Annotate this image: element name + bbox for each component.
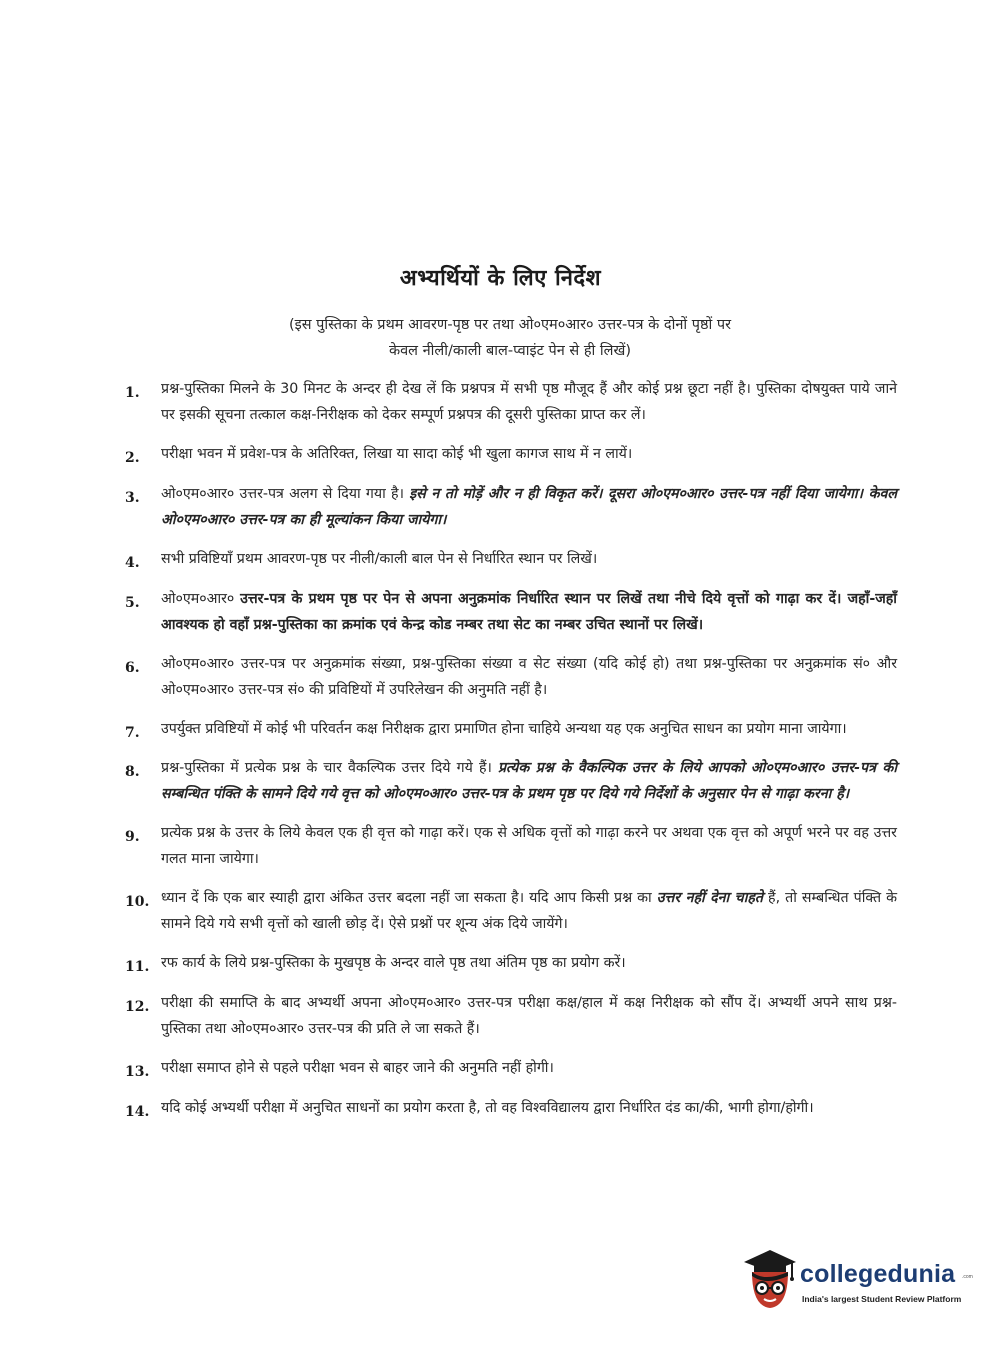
instruction-text: प्रश्न-पुस्तिका मिलने के 30 मिनट के अन्दर ही देख लें कि प्रश्नपत्र में सभी पृष्ठ मौजूद हैं और कोई प्रश्न छूटा नहीं है। पुस्तिका दोषयुक्त पाये जाने पर इसकी सूचना तत्काल कक्ष-निरीक्षक को देकर सम्पूर्ण प्रश्नपत्र की दूसरी पुस्तिका प्राप्त कर लें। bbox=[161, 381, 897, 423]
document-subtitle bbox=[200, 312, 820, 364]
instruction-text bbox=[161, 486, 897, 528]
instruction-text: ओ०एम०आर० उत्तर-पत्र पर अनुक्रमांक संख्या, प्रश्न-पुस्तिका संख्या व सेट संख्या (यदि कोई हो) तथा प्रश्न-पुस्तिका पर अनुक्रमांक सं० और ओ०एम०आर० उत्तर-पत्र सं० की प्रविष्टियों में उपरिलेखन की अनुमति नहीं है। bbox=[161, 656, 897, 698]
instruction-number: 2. bbox=[125, 450, 140, 466]
instruction-number: 6. bbox=[125, 660, 140, 676]
instruction-item bbox=[125, 481, 897, 533]
instruction-text: रफ कार्य के लिये प्रश्न-पुस्तिका के मुखपृष्ठ के अन्दर वाले पृष्ठ तथा अंतिम पृष्ठ का प्रयोग करें। bbox=[161, 955, 626, 971]
instruction-number: 13. bbox=[125, 1064, 150, 1080]
instruction-text: उपर्युक्त प्रविष्टियों में कोई भी परिवर्तन कक्ष निरीक्षक द्वारा प्रमाणित होना चाहिये अन्यथा यह एक अनुचित साधन का प्रयोग माना जायेगा। bbox=[161, 721, 847, 737]
instruction-text: सभी प्रविष्टियाँ प्रथम आवरण-पृष्ठ पर नीली/काली बाल पेन से निर्धारित स्थान पर लिखें। bbox=[161, 551, 598, 567]
instruction-number: 10. bbox=[125, 894, 150, 910]
instruction-text-plain: ध्यान दें कि एक बार स्याही द्वारा अंकित उत्तर बदला नहीं जा सकता है। यदि आप किसी प्रश्न का bbox=[161, 890, 652, 906]
instruction-item bbox=[125, 755, 897, 807]
instruction-text-bold: प्रत्येक प्रश्न के वैकल्पिक उत्तर के लिये आपको ओ०एम०आर० उत्तर-पत्र की सम्बन्धित पंक्ति के सामने दिये गये वृत्त को ओ०एम०आर० उत्तर-पत्र के प्रथम पृष्ठ पर दिये गये निर्देशों के अनुसार पेन से गाढ़ा करना है। bbox=[161, 760, 898, 802]
instruction-number: 3. bbox=[125, 490, 140, 506]
instruction-text-plain: ओ०एम०आर० उत्तर-पत्र अलग से दिया गया है। bbox=[161, 486, 404, 502]
instruction-item bbox=[125, 716, 897, 742]
instruction-number: 4. bbox=[125, 555, 140, 571]
instruction-item bbox=[125, 820, 897, 872]
instruction-number: 9. bbox=[125, 829, 140, 845]
instruction-text bbox=[161, 760, 897, 802]
instruction-number: 12. bbox=[125, 999, 150, 1015]
mascot-icon bbox=[740, 1248, 800, 1314]
instruction-text: प्रत्येक प्रश्न के उत्तर के लिये केवल एक ही वृत्त को गाढ़ा करें। एक से अधिक वृत्तों को गाढ़ा करने पर अथवा एक वृत्त को अपूर्ण भरने पर वह उत्तर गलत माना जायेगा। bbox=[161, 825, 897, 867]
instruction-number: 7. bbox=[125, 725, 140, 741]
document-title: अभ्यर्थियों के लिए निर्देश bbox=[399, 265, 602, 291]
subtitle-line-2: केवल नीली/काली बाल-प्वाइंट पेन से ही लिखें) bbox=[388, 343, 632, 359]
instruction-item bbox=[125, 376, 897, 428]
instruction-item bbox=[125, 1095, 897, 1121]
instruction-text-plain: प्रश्न-पुस्तिका में प्रत्येक प्रश्न के चार वैकल्पिक उत्तर दिये गये हैं। bbox=[161, 760, 492, 776]
instructions-list bbox=[125, 376, 897, 1121]
instruction-text-bold: इसे न तो मोड़ें और न ही विकृत करें। दूसरा ओ०एम०आर० उत्तर-पत्र नहीं दिया जायेगा। केवल ओ०एम०आर० उत्तर-पत्र का ही मूल्यांकन किया जायेगा। bbox=[161, 486, 897, 528]
instruction-text: परीक्षा भवन में प्रवेश-पत्र के अतिरिक्त, लिखा या सादा कोई भी खुला कागज साथ में न लायें। bbox=[161, 446, 633, 462]
instruction-number: 5. bbox=[125, 595, 140, 611]
collegedunia-logo[interactable] bbox=[740, 1248, 973, 1318]
subtitle-line-1: (इस पुस्तिका के प्रथम आवरण-पृष्ठ पर तथा ओ०एम०आर० उत्तर-पत्र के दोनों पृष्ठों पर bbox=[288, 317, 732, 333]
logo-tagline: India's largest Student Review Platform bbox=[802, 1294, 962, 1304]
instruction-number: 8. bbox=[125, 764, 140, 780]
instruction-number: 14. bbox=[125, 1104, 150, 1120]
logo-wordmark: collegedunia bbox=[800, 1260, 956, 1288]
logo-suffix: .com bbox=[962, 1274, 973, 1280]
instruction-item bbox=[125, 1055, 897, 1081]
instruction-text: यदि कोई अभ्यर्थी परीक्षा में अनुचित साधनों का प्रयोग करता है, तो वह विश्वविद्यालय द्वारा निर्धारित दंड का/की, भागी होगा/होगी। bbox=[161, 1100, 814, 1116]
instruction-text: परीक्षा समाप्त होने से पहले परीक्षा भवन से बाहर जाने की अनुमति नहीं होगी। bbox=[161, 1060, 554, 1076]
instruction-item bbox=[125, 546, 897, 572]
instruction-item bbox=[125, 586, 897, 638]
instruction-text-tail: हैं, तो सम्बन्धित पंक्ति के सामने दिये गये सभी वृत्तों को खाली छोड़ दें। ऐसे प्रश्नों पर शून्य अंक दिये जायेंगे। bbox=[161, 890, 897, 932]
instruction-item bbox=[125, 950, 897, 976]
instruction-text-plain: ओ०एम०आर० bbox=[161, 591, 241, 607]
instruction-number: 11. bbox=[125, 959, 150, 975]
instruction-item bbox=[125, 885, 897, 937]
instruction-number: 1. bbox=[125, 385, 140, 401]
instruction-text: परीक्षा की समाप्ति के बाद अभ्यर्थी अपना ओ०एम०आर० उत्तर-पत्र परीक्षा कक्ष/हाल में कक्ष निरीक्षक को सौंप दें। अभ्यर्थी अपने साथ प्रश्न-पुस्तिका तथा ओ०एम०आर० उत्तर-पत्र की प्रति ले जा सकते हैं। bbox=[161, 995, 897, 1037]
instruction-text-bold: उत्तर नहीं देना चाहते bbox=[656, 890, 763, 906]
instruction-text-bold: उत्तर-पत्र के प्रथम पृष्ठ पर पेन से अपना अनुक्रमांक निर्धारित स्थान पर लिखें तथा नीचे दिये वृत्तों को गाढ़ा कर दें। जहाँ-जहाँ आवश्यक हो वहाँ प्रश्न-पुस्तिका का क्रमांक एवं केन्द्र कोड नम्बर तथा सेट का नम्बर उचित स्थानों पर लिखें। bbox=[161, 591, 897, 633]
instruction-item bbox=[125, 651, 897, 703]
instruction-item bbox=[125, 441, 897, 467]
instruction-text bbox=[161, 591, 897, 633]
instruction-text bbox=[161, 890, 897, 932]
instruction-item bbox=[125, 990, 897, 1042]
